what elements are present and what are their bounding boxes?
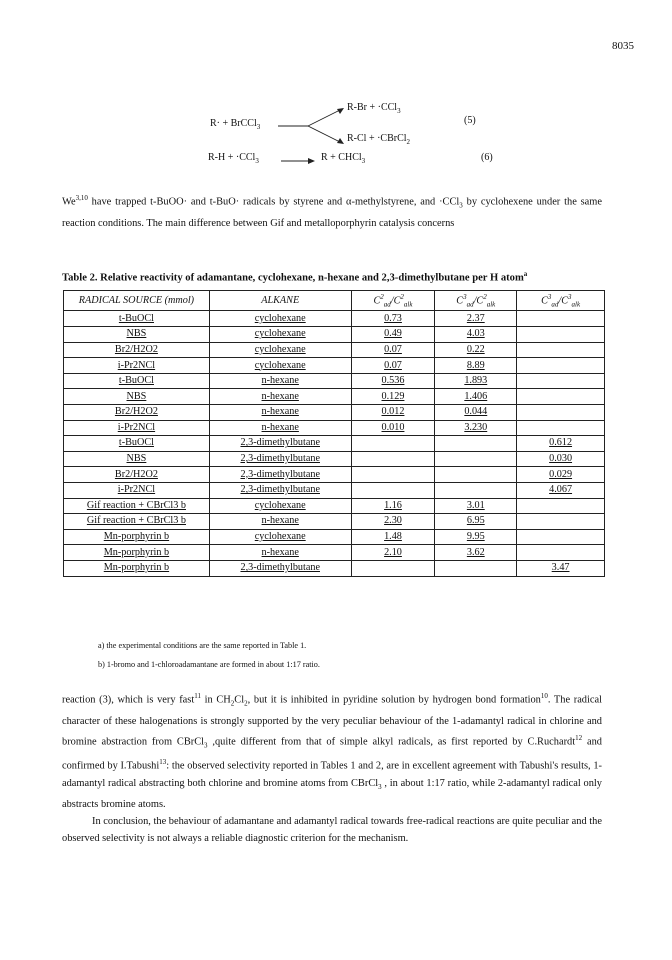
cell-c3ad-c3alk	[517, 498, 605, 514]
cell-c3ad-c3alk: 4.067	[517, 482, 605, 498]
paragraph-radical-character: reaction (3), which is very fast$^{11}$ in $CH_2Cl_2$, but it is inhibited in pyridine solution by hydrogen bond formation$^{10}$. The radical character of these halogenations is strongly supported by the very peculiar behaviour of the 1-adamantyl radical in chlorine and bromine abstraction from CBrCl$_3$ ,quite different from that of simple alkyl radicals, as first reported by C.Ruchardt$^{12}$ and confirmed by I.Tabushi$^{13}$: the observed selectivity reported in Tables 1 and 2, are in excellent agreement with Tabushi's results, 1-adamantyl radical abstracting both chlorine and bromine atoms from CBrCl$_3$ , in about 1:17 ratio, while 2-adamantyl radical only abstracts bromine atoms.	[62, 692, 603, 810]
cell-c3ad-c2alk	[435, 482, 517, 498]
cell-radical-source: t-BuOCl	[64, 373, 210, 389]
cell-alkane: 2,3-dimethylbutane	[209, 560, 351, 576]
cell-c3ad-c2alk: 3.62	[435, 545, 517, 561]
cell-radical-source: Mn-porphyrin b	[64, 529, 210, 545]
scheme5-product2: R-Cl + ·CBrCl$_2$	[347, 133, 411, 146]
scheme6-lhs: R-H + ·CCl$_3$	[208, 152, 259, 165]
table-row	[64, 482, 605, 498]
table-row	[64, 311, 605, 327]
cell-c2ad-c2alk	[351, 482, 435, 498]
cell-c2ad-c2alk: 0.012	[351, 404, 435, 420]
cell-alkane: cyclohexane	[209, 342, 351, 358]
cell-c3ad-c3alk: 0.029	[517, 467, 605, 483]
cell-c2ad-c2alk: 0.129	[351, 389, 435, 405]
cell-radical-source: NBS	[64, 451, 210, 467]
cell-c2ad-c2alk: 1.48	[351, 529, 435, 545]
table-row	[64, 529, 605, 545]
equation-number-5: (5)	[464, 115, 476, 126]
cell-radical-source: i-Pr2NCl	[64, 358, 210, 374]
cell-c3ad-c3alk	[517, 342, 605, 358]
table-row	[64, 514, 605, 530]
table-row	[64, 389, 605, 405]
cell-c3ad-c2alk	[435, 436, 517, 452]
table-row	[64, 327, 605, 343]
scheme5-reactant: R· + BrCCl$_3$	[210, 118, 261, 131]
paragraph-conclusion: In conclusion, the behaviour of adamantane and adamantyl radical towards free-radical reactions are quite peculiar and the observed selectivity is not always a reliable diagnostic criterion for the mechanism.	[62, 816, 602, 844]
cell-radical-source: t-BuOCl	[64, 311, 210, 327]
cell-c3ad-c2alk: 2.37	[435, 311, 517, 327]
cell-c3ad-c2alk	[435, 467, 517, 483]
cell-alkane: n-hexane	[209, 373, 351, 389]
cell-c3ad-c3alk	[517, 514, 605, 530]
table-row	[64, 420, 605, 436]
cell-c3ad-c3alk: 0.030	[517, 451, 605, 467]
header-radical-source: RADICAL SOURCE (mmol)	[64, 291, 210, 311]
cell-c3ad-c2alk: 3.01	[435, 498, 517, 514]
cell-alkane: n-hexane	[209, 389, 351, 405]
page-number: 8035	[612, 40, 634, 52]
footnote-b: b) 1-bromo and 1-chloroadamantane are formed in about 1:17 ratio.	[98, 660, 320, 669]
cell-radical-source: Br2/H2O2	[64, 404, 210, 420]
cell-c2ad-c2alk: 0.07	[351, 358, 435, 374]
cell-alkane: 2,3-dimethylbutane	[209, 436, 351, 452]
branching-arrow-icon	[278, 106, 348, 150]
cell-radical-source: NBS	[64, 327, 210, 343]
cell-c3ad-c3alk	[517, 404, 605, 420]
table-row	[64, 373, 605, 389]
table-row	[64, 451, 605, 467]
cell-alkane: cyclohexane	[209, 311, 351, 327]
header-c3ad-c3alk: $C^3_{ad}/C^3_{alk}$	[517, 291, 605, 311]
cell-c3ad-c3alk	[517, 327, 605, 343]
cell-alkane: cyclohexane	[209, 498, 351, 514]
cell-c2ad-c2alk	[351, 451, 435, 467]
table-row	[64, 560, 605, 576]
cell-radical-source: NBS	[64, 389, 210, 405]
table-row	[64, 358, 605, 374]
cell-radical-source: Br2/H2O2	[64, 342, 210, 358]
cell-alkane: n-hexane	[209, 420, 351, 436]
cell-alkane: 2,3-dimethylbutane	[209, 467, 351, 483]
cell-c3ad-c2alk: 6.95	[435, 514, 517, 530]
table-row	[64, 404, 605, 420]
cell-c2ad-c2alk: 1.16	[351, 498, 435, 514]
cell-c2ad-c2alk: 0.73	[351, 311, 435, 327]
cell-c3ad-c3alk	[517, 420, 605, 436]
cell-c2ad-c2alk: 0.49	[351, 327, 435, 343]
table-row	[64, 436, 605, 452]
cell-c3ad-c2alk: 4.03	[435, 327, 517, 343]
cell-c2ad-c2alk: 2.10	[351, 545, 435, 561]
cell-c3ad-c2alk: 0.044	[435, 404, 517, 420]
cell-c2ad-c2alk: 0.536	[351, 373, 435, 389]
table-row	[64, 467, 605, 483]
reactivity-table	[63, 290, 605, 577]
cell-alkane: n-hexane	[209, 404, 351, 420]
cell-c3ad-c2alk: 1.893	[435, 373, 517, 389]
cell-radical-source: Mn-porphyrin b	[64, 545, 210, 561]
cell-c2ad-c2alk	[351, 560, 435, 576]
cell-c2ad-c2alk	[351, 467, 435, 483]
header-c3ad-c2alk: $C^3_{ad}/C^2_{alk}$	[435, 291, 517, 311]
table-row	[64, 498, 605, 514]
footnote-a: a) the experimental conditions are the same reported in Table 1.	[98, 641, 307, 650]
cell-c3ad-c3alk	[517, 373, 605, 389]
table-caption: Table 2. Relative reactivity of adamantane, cyclohexane, n-hexane and 2,3-dimethylbutane per H atom$^a$	[62, 270, 528, 284]
header-alkane: ALKANE	[209, 291, 351, 311]
scheme5-product1: R-Br + ·CCl$_3$	[347, 102, 401, 115]
table-footnotes	[98, 636, 320, 674]
cell-alkane: cyclohexane	[209, 327, 351, 343]
cell-c2ad-c2alk: 0.07	[351, 342, 435, 358]
equation-number-6: (6)	[481, 152, 493, 163]
cell-c3ad-c2alk: 9.95	[435, 529, 517, 545]
paragraph-trapping: We$^{3,10}$ have trapped t-BuOO· and t-BuO· radicals by styrene and α-methylstyrene, and ·CCl$_3$ by cyclohexene under the same reaction conditions. The main difference between Gif and metalloporphyrin catalysis concerns	[62, 194, 602, 229]
reaction-scheme-6	[208, 152, 518, 170]
cell-radical-source: i-Pr2NCl	[64, 420, 210, 436]
table-header-row	[64, 291, 605, 311]
cell-alkane: cyclohexane	[209, 358, 351, 374]
table-row	[64, 545, 605, 561]
cell-c3ad-c3alk	[517, 311, 605, 327]
cell-c3ad-c3alk	[517, 389, 605, 405]
cell-c3ad-c2alk: 0.22	[435, 342, 517, 358]
cell-c2ad-c2alk: 2.30	[351, 514, 435, 530]
reaction-scheme-5	[210, 100, 510, 155]
cell-radical-source: i-Pr2NCl	[64, 482, 210, 498]
cell-c3ad-c3alk: 3.47	[517, 560, 605, 576]
cell-c3ad-c3alk	[517, 529, 605, 545]
cell-alkane: cyclohexane	[209, 529, 351, 545]
cell-c3ad-c2alk: 1.406	[435, 389, 517, 405]
cell-c2ad-c2alk: 0.010	[351, 420, 435, 436]
cell-radical-source: Gif reaction + CBrCl3 b	[64, 498, 210, 514]
table-row	[64, 342, 605, 358]
cell-radical-source: Br2/H2O2	[64, 467, 210, 483]
right-arrow-icon	[281, 157, 317, 165]
cell-c3ad-c2alk: 8.89	[435, 358, 517, 374]
cell-radical-source: t-BuOCl	[64, 436, 210, 452]
cell-radical-source: Mn-porphyrin b	[64, 560, 210, 576]
cell-radical-source: Gif reaction + CBrCl3 b	[64, 514, 210, 530]
cell-alkane: 2,3-dimethylbutane	[209, 482, 351, 498]
cell-alkane: n-hexane	[209, 545, 351, 561]
cell-c2ad-c2alk	[351, 436, 435, 452]
header-c2ad-c2alk: $C^2_{ad}/C^2_{alk}$	[351, 291, 435, 311]
cell-c3ad-c2alk	[435, 560, 517, 576]
scheme6-rhs: R + CHCl$_3$	[321, 152, 366, 165]
cell-alkane: n-hexane	[209, 514, 351, 530]
cell-c3ad-c3alk: 0.612	[517, 436, 605, 452]
cell-c3ad-c2alk	[435, 451, 517, 467]
cell-c3ad-c2alk: 3.230	[435, 420, 517, 436]
cell-c3ad-c3alk	[517, 358, 605, 374]
cell-alkane: 2,3-dimethylbutane	[209, 451, 351, 467]
cell-c3ad-c3alk	[517, 545, 605, 561]
